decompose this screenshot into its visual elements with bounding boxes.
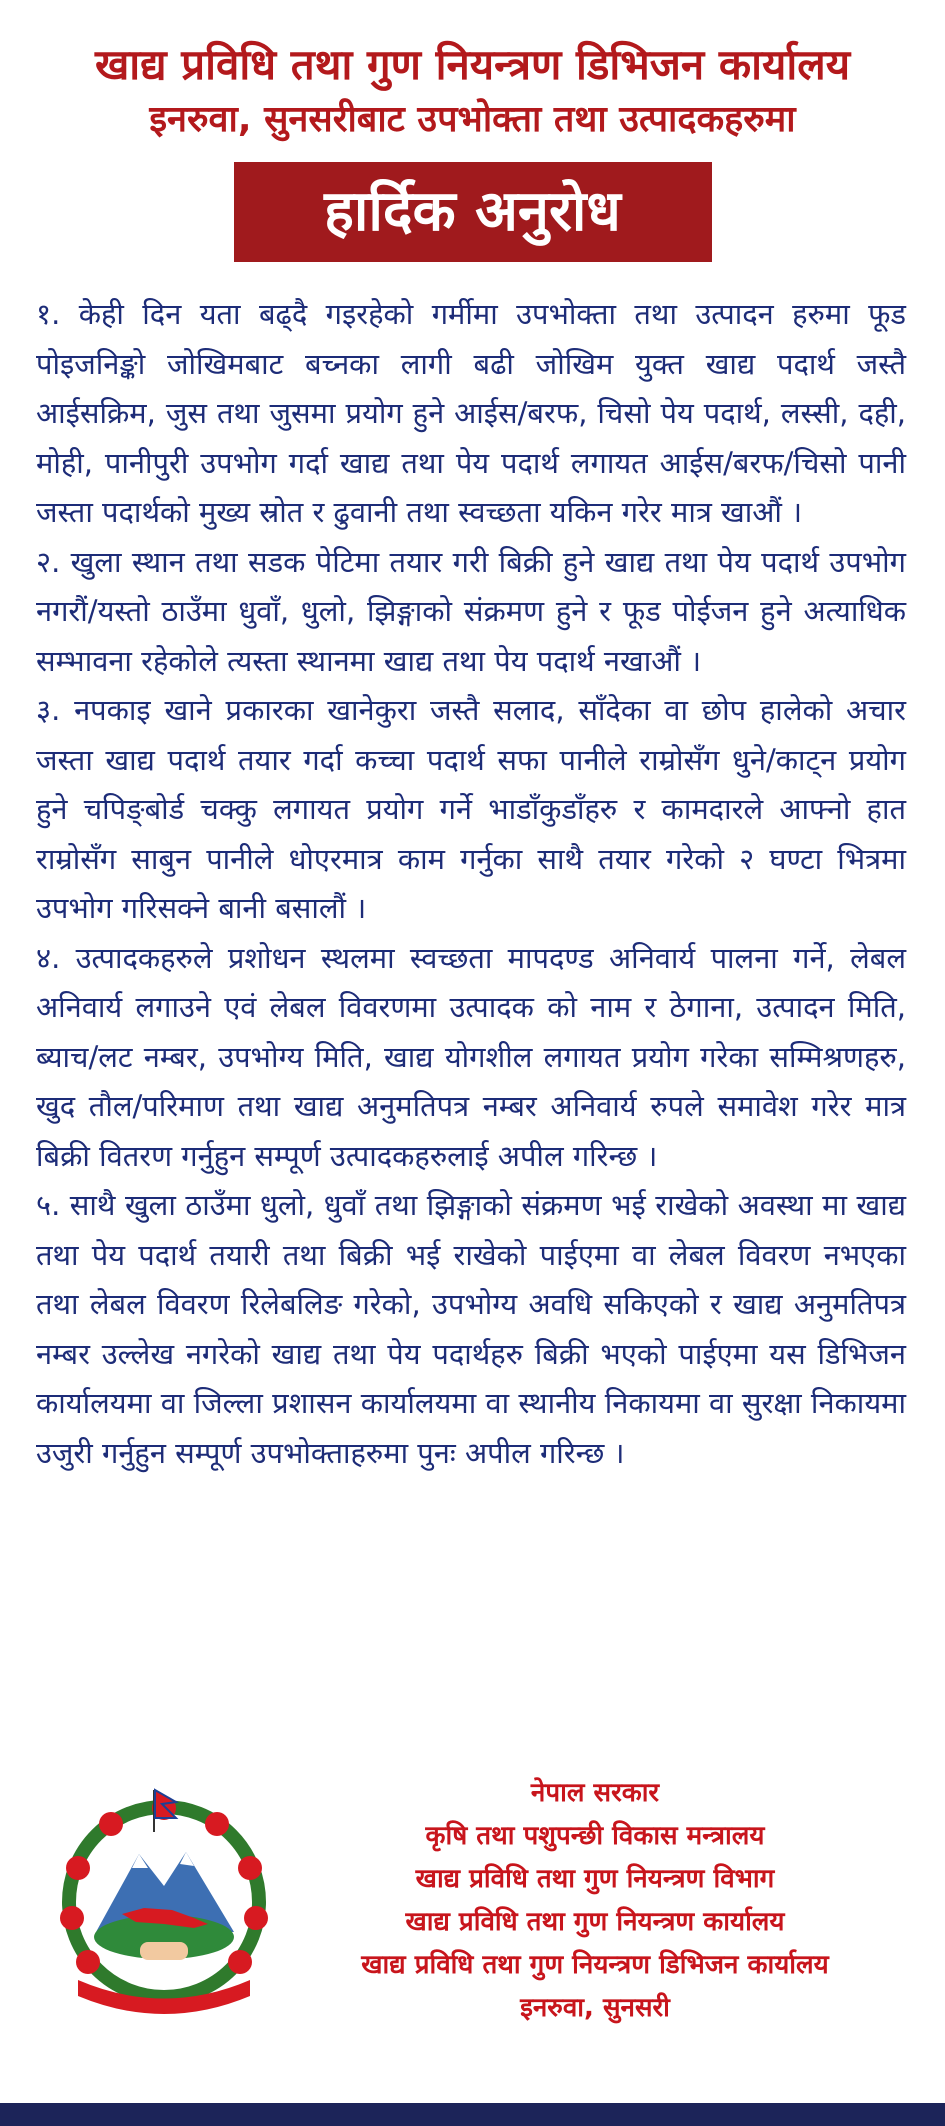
- org-line-department: खाद्य प्रविधि तथा गुण नियन्त्रण विभाग: [415, 1864, 775, 1894]
- paragraph-1: १. केही दिन यता बढ्दै गइरहेको गर्मीमा उपभोक्ता तथा उत्पादन हरुमा फूड पोइजनिङ्को जोखिमबाट बच्नका लागी बढी जोखिम युक्त खाद्य पदार्थ जस्तै आईसक्रिम, जुस तथा जुसमा प्रयोग हुने आईस/बरफ, चिसो पेय पदार्थ, लस्सी, दही, मोही, पानीपुरी उपभोग गर्दा खाद्य तथा पेय पदार्थ लगायत आईस/बरफ/चिसो पानी जस्ता पदार्थको मुख्य स्रोत र ढुवानी तथा स्वच्छता यकिन गरेर मात्र खाऔं ।: [36, 297, 906, 529]
- org-line-division-office: खाद्य प्रविधि तथा गुण नियन्त्रण डिभिजन कार्यालय: [361, 1950, 829, 1980]
- org-line-ministry: कृषि तथा पशुपन्छी विकास मन्त्रालय: [425, 1821, 765, 1851]
- nepal-government-emblem-icon: [44, 1782, 284, 2022]
- org-line-office: खाद्य प्रविधि तथा गुण नियन्त्रण कार्यालय: [405, 1907, 785, 1937]
- paragraph-5: ५. साथै खुला ठाउँमा धुलो, धुवाँ तथा झिङ्गाको संक्रमण भई राखेको अवस्था मा खाद्य तथा पेय पदार्थ तयारी तथा बिक्री भई राखेको पाईएमा वा लेबल विवरण नभएका तथा लेबल विवरण रिलेबलिङ गरेको, उपभोग्य अवधि सकिएको र खाद्य अनुमतिपत्र नम्बर उल्लेख नगरेको खाद्य तथा पेय पदार्थहरु बिक्री भएको पाईएमा यस डिभिजन कार्यालयमा वा जिल्ला प्रशासन कार्यालयमा वा स्थानीय निकायमा वा सुरक्षा निकायमा उजुरी गर्नुहुन सम्पूर्ण उपभोक्ताहरुमा पुनः अपील गरिन्छ ।: [36, 1188, 906, 1470]
- organization-block: [285, 1772, 905, 2030]
- paragraph-4: ४. उत्पादकहरुले प्रशोधन स्थलमा स्वच्छता मापदण्ड अनिवार्य पालना गर्ने, लेबल अनिवार्य लगाउने एवं लेबल विवरणमा उत्पादक को नाम र ठेगाना, उत्पादन मिति, ब्याच/लट नम्बर, उपभोग्य मिति, खाद्य योगशील लगायत प्रयोग गरेका सम्मिश्रणहरु, खुद तौल/परिमाण तथा खाद्य अनुमतिपत्र नम्बर अनिवार्य रुपले समावेश गरेर मात्र बिक्री वितरण गर्नुहुन सम्पूर्ण उत्पादकहरुलाई अपील गरिन्छ ।: [36, 940, 907, 1173]
- notice-body: [36, 290, 906, 1478]
- heading-banner: हार्दिक अनुरोध: [234, 162, 712, 262]
- office-title: खाद्य प्रविधि तथा गुण नियन्त्रण डिभिजन कार्यालय: [94, 40, 851, 89]
- bottom-bar: [0, 2103, 945, 2126]
- header: [0, 0, 945, 262]
- paragraph-2: २. खुला स्थान तथा सडक पेटिमा तयार गरी बिक्री हुने खाद्य तथा पेय पदार्थ उपभोग नगरौं/यस्तो ठाउँमा धुवाँ, धुलो, झिङ्गाको संक्रमण हुने र फूड पोईजन हुने अत्याधिक सम्भावना रहेकोले त्यस्ता स्थानमा खाद्य तथा पेय पदार्थ नखाऔं ।: [36, 544, 906, 678]
- footer: [0, 1760, 945, 2060]
- org-line-government: नेपाल सरकार: [530, 1778, 660, 1808]
- org-line-location: इनरुवा, सुनसरी: [520, 1993, 670, 2023]
- paragraph-3: ३. नपकाइ खाने प्रकारका खानेकुरा जस्तै सलाद, साँदेका वा छोप हालेको अचार जस्ता खाद्य पदार्थ तयार गर्दा कच्चा पदार्थ सफा पानीले राम्रोसँग धुने/काट्न प्रयोग हुने चपिङ्बोर्ड चक्कु लगायत प्रयोग गर्ने भाडाँकुडाँहरु र कामदारले आफ्नो हात राम्रोसँग साबुन पानीले धोएरमात्र काम गर्नुका साथै तयार गरेको २ घण्टा भित्रमा उपभोग गरिसक्ने बानी बसालौं ।: [36, 693, 906, 925]
- office-subtitle: इनरुवा, सुनसरीबाट उपभोक्ता तथा उत्पादकहरुमा: [149, 99, 796, 140]
